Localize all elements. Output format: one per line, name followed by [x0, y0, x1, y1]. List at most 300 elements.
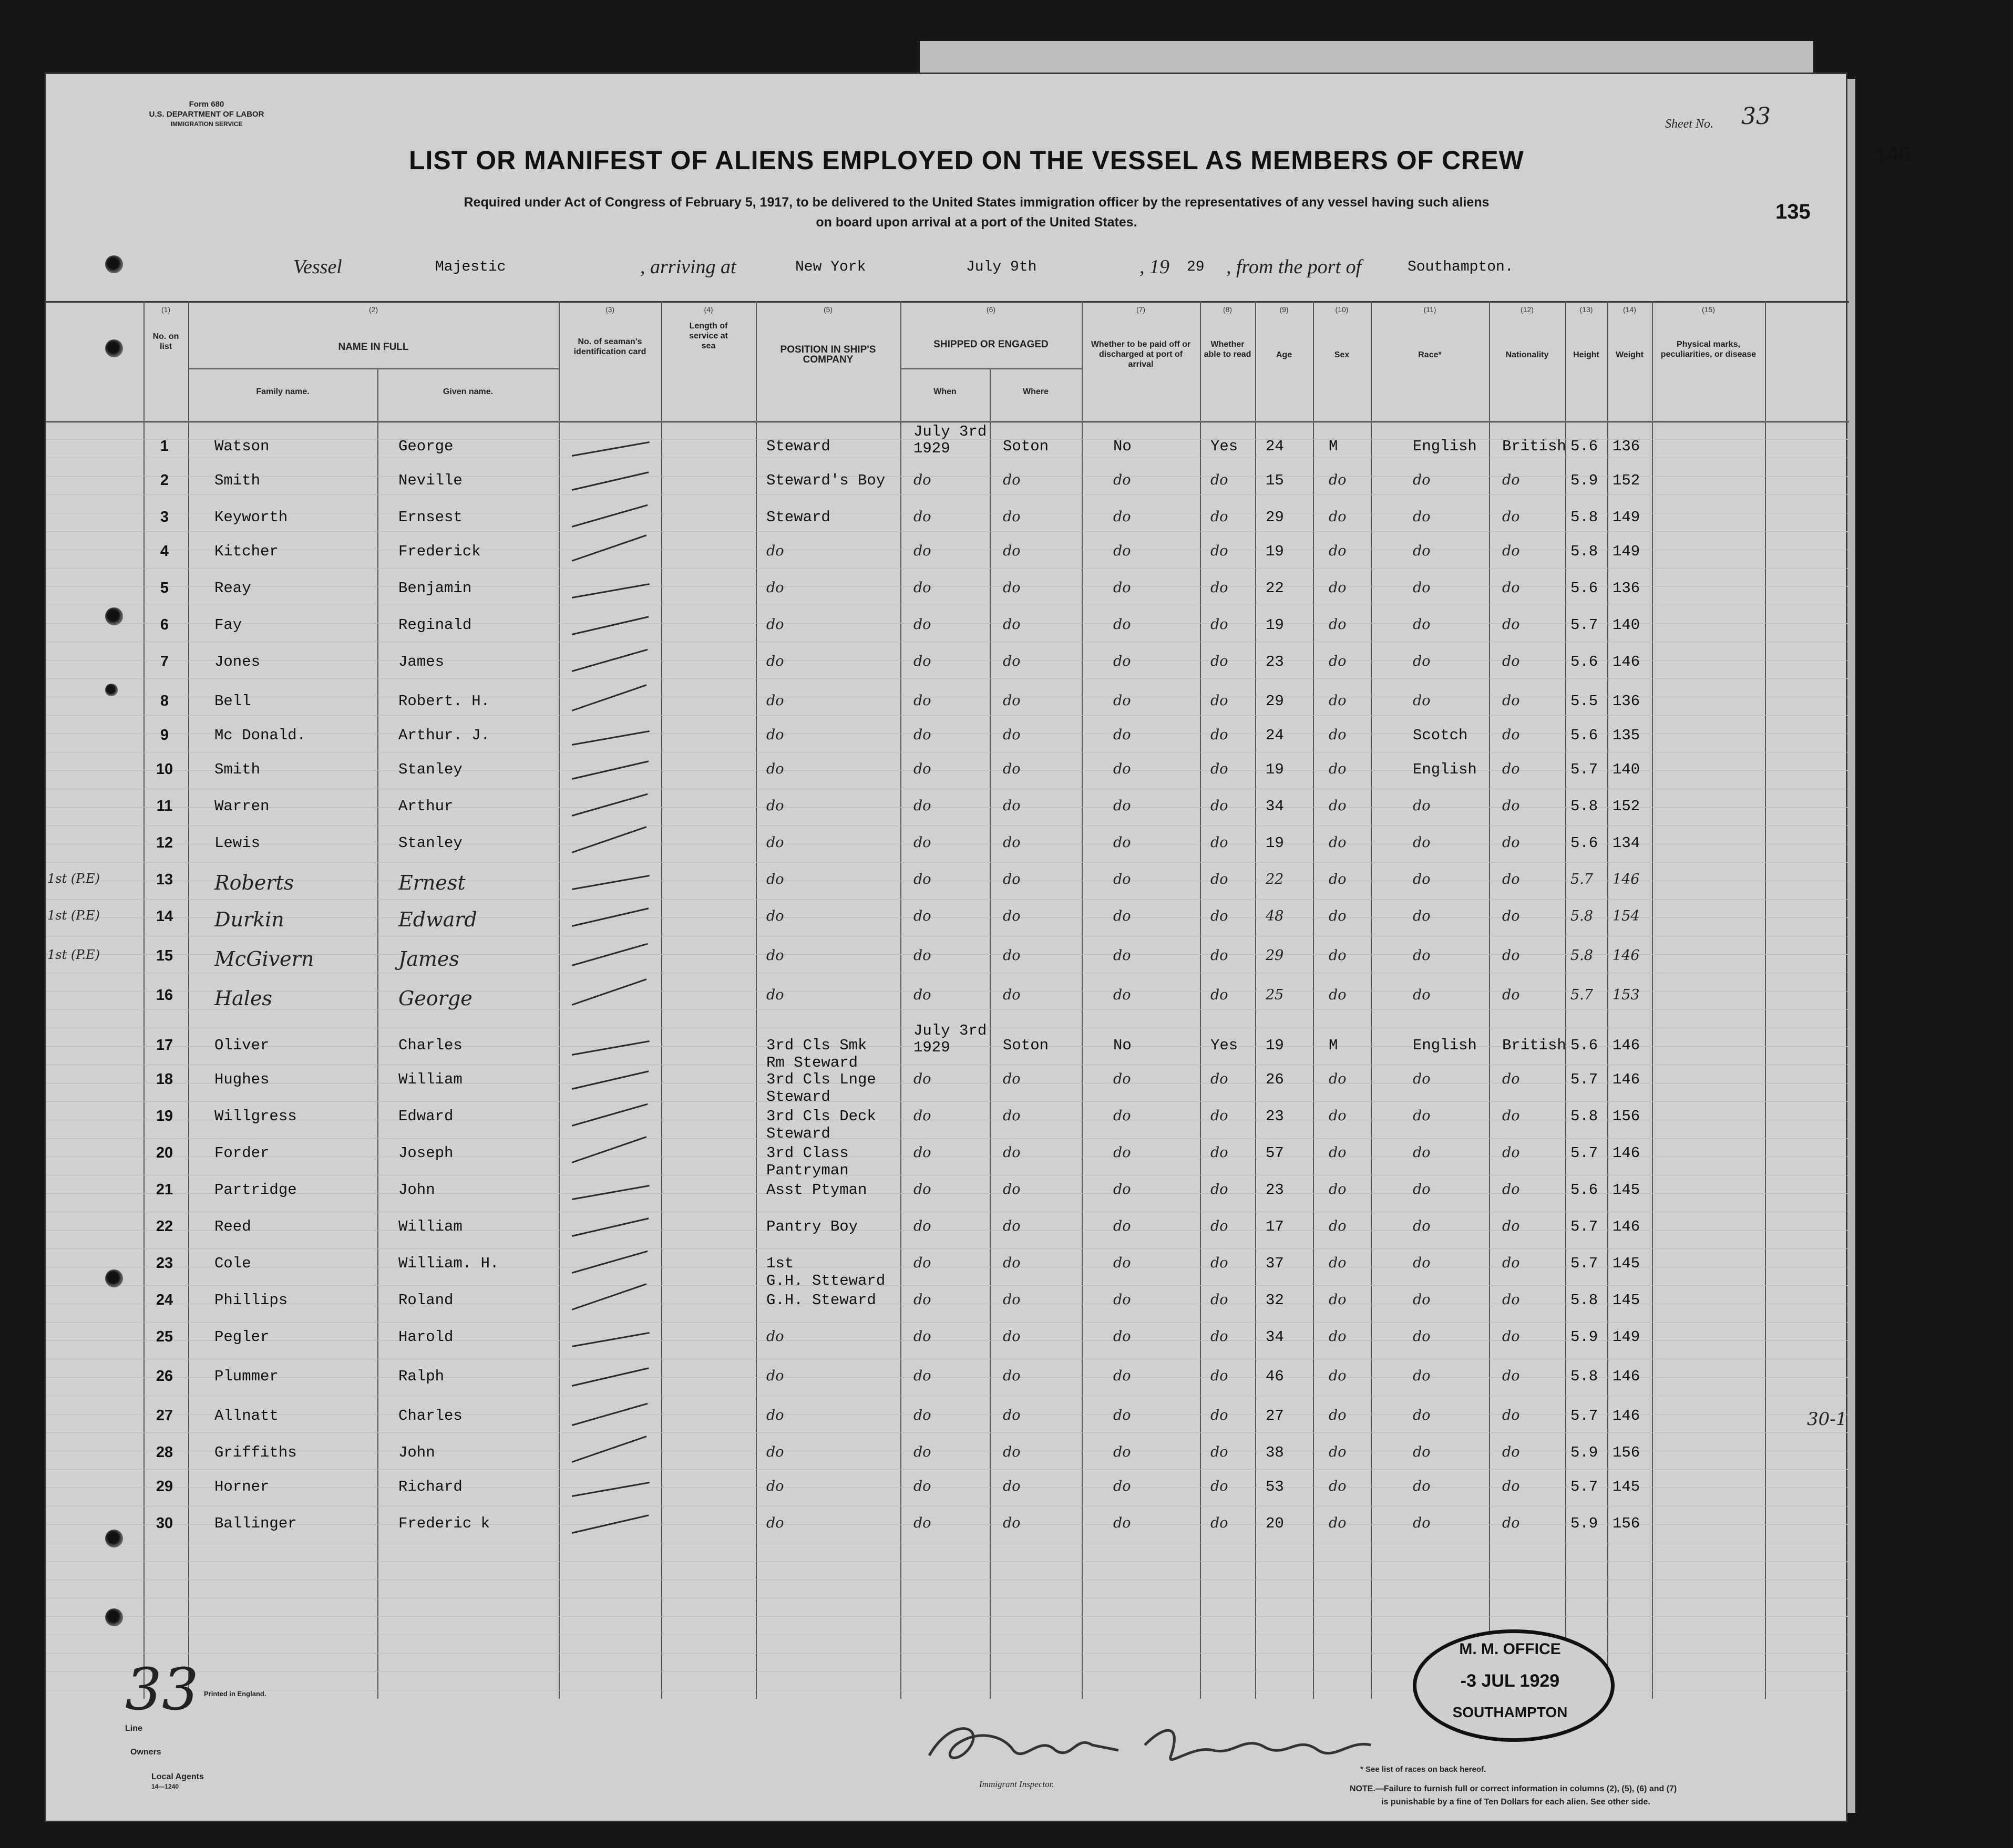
- row-20-family: Forder: [214, 1144, 270, 1162]
- row-17-family: Oliver: [214, 1037, 270, 1054]
- col-header-sex: Sex: [1334, 350, 1350, 359]
- row-24-position: G.H. Steward: [766, 1292, 876, 1309]
- row-26-given: Ralph: [398, 1368, 445, 1385]
- row-3-position: Steward: [766, 509, 830, 526]
- row-11-n: 11: [156, 798, 173, 814]
- row-17-height: 5.6: [1570, 1037, 1598, 1054]
- row-1-position: Steward: [766, 438, 830, 455]
- row-11-height: 5.8: [1570, 798, 1598, 815]
- row-15-read: do: [1210, 947, 1228, 964]
- arriving-port: New York: [795, 259, 866, 275]
- row-10-family: Smith: [214, 761, 261, 778]
- ruled-line: [46, 1101, 1849, 1102]
- ruled-line: [46, 1616, 1849, 1617]
- row-17-when2: 1929: [913, 1039, 950, 1056]
- row-12-paid: do: [1113, 834, 1131, 851]
- col-num: (11): [1423, 305, 1436, 314]
- row-25-n: 25: [156, 1328, 173, 1345]
- row-10-where: do: [1003, 761, 1021, 777]
- right-margin-note: 30-1: [1807, 1409, 1847, 1430]
- row-16-position: do: [766, 987, 784, 1003]
- id-checkmark: [572, 583, 650, 598]
- row-19-n: 19: [156, 1108, 173, 1124]
- punch-hole: [105, 684, 118, 696]
- row-23-race: do: [1413, 1255, 1431, 1271]
- row-27-weight: 146: [1613, 1407, 1640, 1424]
- row-17-age: 19: [1266, 1037, 1284, 1054]
- year-prefix: , 19: [1139, 256, 1169, 278]
- id-checkmark: [572, 978, 647, 1006]
- row-20-weight: 146: [1613, 1144, 1640, 1162]
- row-7-position: do: [766, 653, 784, 669]
- row-22-n: 22: [156, 1218, 173, 1235]
- col-line: [900, 301, 901, 1699]
- handwritten-sheet-number: 33: [125, 1656, 199, 1723]
- row-10-sex: do: [1329, 761, 1347, 777]
- id-checkmark: [572, 793, 648, 817]
- row-21-position: Asst Ptyman: [766, 1181, 867, 1199]
- row-9-position: do: [766, 727, 784, 743]
- row-23-given: William. H.: [398, 1255, 499, 1272]
- row-25-given: Harold: [398, 1328, 454, 1346]
- row-19-when: do: [913, 1108, 931, 1124]
- row-9-given: Arthur. J.: [398, 727, 490, 744]
- col-header-age: Age: [1276, 350, 1292, 359]
- row-9-read: do: [1210, 727, 1228, 743]
- row-22-when: do: [913, 1218, 931, 1234]
- row-30-read: do: [1210, 1515, 1228, 1531]
- row-11-race: do: [1413, 798, 1431, 814]
- row-25-read: do: [1210, 1328, 1228, 1345]
- row-25-where: do: [1003, 1328, 1021, 1345]
- sheet-label: Sheet No.: [1665, 117, 1713, 131]
- row-24-paid: do: [1113, 1292, 1131, 1308]
- row-15-given: James: [398, 947, 459, 971]
- row-7-weight: 146: [1613, 653, 1640, 670]
- row-15-position: do: [766, 947, 784, 964]
- row-10-weight: 140: [1613, 761, 1640, 778]
- row-21-race: do: [1413, 1181, 1431, 1197]
- id-checkmark: [572, 875, 650, 890]
- col-line: [559, 301, 560, 1699]
- col-line: [1565, 301, 1566, 1699]
- id-checkmark: [572, 1482, 650, 1497]
- row-8-weight: 136: [1613, 693, 1640, 710]
- row-14-paid: do: [1113, 908, 1131, 924]
- col-line: [1313, 301, 1314, 1699]
- row-19-given: Edward: [398, 1108, 454, 1125]
- row-7-height: 5.6: [1570, 653, 1598, 670]
- row-25-family: Pegler: [214, 1328, 270, 1346]
- col-line: [756, 301, 757, 1699]
- col-num: (2): [368, 305, 378, 314]
- ruled-line: [46, 494, 1849, 495]
- row-14-family: Durkin: [214, 908, 284, 931]
- row-9-race: Scotch: [1413, 727, 1468, 744]
- row-4-family: Kitcher: [214, 543, 279, 560]
- punch-hole: [105, 1269, 123, 1287]
- row-15-where: do: [1003, 947, 1021, 964]
- row-18-where: do: [1003, 1071, 1021, 1087]
- row-16-when: do: [913, 987, 931, 1003]
- row-9-weight: 135: [1613, 727, 1640, 744]
- row-25-when: do: [913, 1328, 931, 1345]
- row-18-when: do: [913, 1071, 931, 1087]
- row-22-position: Pantry Boy: [766, 1218, 858, 1235]
- row-18-given: William: [398, 1071, 463, 1088]
- row-4-weight: 149: [1613, 543, 1640, 560]
- row-15-age: 29: [1266, 947, 1284, 964]
- ruled-line: [46, 678, 1849, 679]
- row-1-paid: No: [1113, 438, 1132, 455]
- row-26-read: do: [1210, 1368, 1228, 1384]
- row-27-age: 27: [1266, 1407, 1284, 1424]
- row-22-family: Reed: [214, 1218, 251, 1235]
- col-line: [1652, 301, 1653, 1699]
- row-19-height: 5.8: [1570, 1108, 1598, 1125]
- row-13-nat: do: [1502, 871, 1520, 887]
- row-3-nat: do: [1502, 509, 1520, 525]
- row-5-height: 5.6: [1570, 580, 1598, 597]
- row-23-nat: do: [1502, 1255, 1520, 1271]
- col-num: (4): [704, 305, 713, 314]
- row-10-paid: do: [1113, 761, 1131, 777]
- row-27-paid: do: [1113, 1407, 1131, 1423]
- row-27-race: do: [1413, 1407, 1431, 1423]
- row-5-paid: do: [1113, 580, 1131, 596]
- row-6-read: do: [1210, 616, 1228, 633]
- col-header-shipped: SHIPPED OR ENGAGED: [933, 339, 1049, 350]
- row-24-nat: do: [1502, 1292, 1520, 1308]
- row-18-weight: 146: [1613, 1071, 1640, 1088]
- row-21-height: 5.6: [1570, 1181, 1598, 1199]
- punch-hole: [105, 1608, 123, 1626]
- row-28-read: do: [1210, 1444, 1228, 1460]
- row-6-family: Fay: [214, 616, 242, 634]
- row-22-age: 17: [1266, 1218, 1284, 1235]
- row-24-sex: do: [1329, 1292, 1347, 1308]
- row-18-sex: do: [1329, 1071, 1347, 1087]
- col-header-paid: Whether to be paid off or discharged at port of arrival: [1091, 340, 1191, 369]
- row-22-where: do: [1003, 1218, 1021, 1234]
- row-26-nat: do: [1502, 1368, 1520, 1384]
- row-13-race: do: [1413, 871, 1431, 887]
- col-header-nationality: Nationality: [1505, 350, 1549, 359]
- col-num: (14): [1623, 305, 1636, 314]
- row-19-paid: do: [1113, 1108, 1131, 1124]
- row-30-age: 20: [1266, 1515, 1284, 1532]
- row-18-nat: do: [1502, 1071, 1520, 1087]
- row-11-weight: 152: [1613, 798, 1640, 815]
- row-26-sex: do: [1329, 1368, 1347, 1384]
- row-4-read: do: [1210, 543, 1228, 559]
- row-14-read: do: [1210, 908, 1228, 924]
- row-4-race: do: [1413, 543, 1431, 559]
- row-26-family: Plummer: [214, 1368, 279, 1385]
- row-2-read: do: [1210, 472, 1228, 488]
- row-22-height: 5.7: [1570, 1218, 1598, 1235]
- row-27-when: do: [913, 1407, 931, 1423]
- col-line: [1765, 301, 1766, 1699]
- row-5-given: Benjamin: [398, 580, 472, 597]
- row-3-paid: do: [1113, 509, 1131, 525]
- row-12-family: Lewis: [214, 834, 261, 852]
- row-17-sex: M: [1329, 1037, 1338, 1054]
- row-10-n: 10: [156, 761, 173, 778]
- row-14-given: Edward: [398, 908, 477, 931]
- row-9-height: 5.6: [1570, 727, 1598, 744]
- from-port-label: , from the port of: [1226, 256, 1362, 278]
- row-21-paid: do: [1113, 1181, 1131, 1197]
- row-3-weight: 149: [1613, 509, 1640, 526]
- owners-label: Owners: [130, 1748, 161, 1757]
- row-9-where: do: [1003, 727, 1021, 743]
- row-8-read: do: [1210, 693, 1228, 709]
- row-21-nat: do: [1502, 1181, 1520, 1197]
- row-13-family: Roberts: [214, 871, 294, 894]
- row-8-when: do: [913, 693, 931, 709]
- row-23-weight: 145: [1613, 1255, 1640, 1272]
- row-20-nat: do: [1502, 1144, 1520, 1161]
- row-27-sex: do: [1329, 1407, 1347, 1423]
- row-24-weight: 145: [1613, 1292, 1640, 1309]
- row-25-sex: do: [1329, 1328, 1347, 1345]
- row-29-height: 5.7: [1570, 1478, 1598, 1495]
- row-4-position: do: [766, 543, 784, 559]
- row-13-paid: do: [1113, 871, 1131, 887]
- line-label: Line: [125, 1724, 142, 1733]
- row-13-position: do: [766, 871, 784, 887]
- row-23-position: 1st: [766, 1255, 794, 1272]
- row-26-where: do: [1003, 1368, 1021, 1384]
- row-30-family: Ballinger: [214, 1515, 297, 1532]
- row-15-nat: do: [1502, 947, 1520, 964]
- row-16-sex: do: [1329, 987, 1347, 1003]
- id-checkmark: [572, 1040, 650, 1056]
- col-header-no: No. on list: [152, 332, 179, 351]
- row-7-nat: do: [1502, 653, 1520, 669]
- id-checkmark: [572, 1070, 649, 1090]
- row-5-position: do: [766, 580, 784, 596]
- vessel-label: Vessel: [293, 256, 342, 278]
- row-2-given: Neville: [398, 472, 463, 489]
- row-30-where: do: [1003, 1515, 1021, 1531]
- row-18-age: 26: [1266, 1071, 1284, 1088]
- col-header-when: When: [933, 387, 957, 396]
- row-14-n: 14: [156, 908, 173, 925]
- table-top-rule: [46, 301, 1849, 303]
- row-17-paid: No: [1113, 1037, 1132, 1054]
- row-28-position: do: [766, 1444, 784, 1460]
- row-7-where: do: [1003, 653, 1021, 669]
- from-port: Southampton.: [1408, 259, 1514, 275]
- row-29-weight: 145: [1613, 1478, 1640, 1495]
- row-14-where: do: [1003, 908, 1021, 924]
- row-28-paid: do: [1113, 1444, 1131, 1460]
- row-7-age: 23: [1266, 653, 1284, 670]
- row-2-where: do: [1003, 472, 1021, 488]
- row-12-n: 12: [156, 834, 173, 851]
- col-header-marks: Physical marks, peculiarities, or disease: [1660, 340, 1757, 359]
- row-27-n: 27: [156, 1407, 173, 1424]
- row-23-paid: do: [1113, 1255, 1131, 1271]
- row-19-read: do: [1210, 1108, 1228, 1124]
- row-8-height: 5.5: [1570, 693, 1598, 710]
- row-13-weight: 146: [1613, 871, 1640, 887]
- row-15-race: do: [1413, 947, 1431, 964]
- row-11-family: Warren: [214, 798, 270, 815]
- row-9-paid: do: [1113, 727, 1131, 743]
- row-3-when: do: [913, 509, 931, 525]
- arrival-date: July 9th: [966, 259, 1037, 275]
- row-15-paid: do: [1113, 947, 1131, 964]
- row-24-given: Roland: [398, 1292, 454, 1309]
- row-14-position: do: [766, 908, 784, 924]
- row-27-given: Charles: [398, 1407, 463, 1424]
- row-28-sex: do: [1329, 1444, 1347, 1460]
- corner-number-135: 135: [1775, 200, 1811, 223]
- row-4-given: Frederick: [398, 543, 481, 560]
- row-2-n: 2: [160, 472, 169, 489]
- row-17-n: 17: [156, 1037, 173, 1054]
- row-20-read: do: [1210, 1144, 1228, 1161]
- inspector-label: Immigrant Inspector.: [979, 1779, 1054, 1789]
- row-6-nat: do: [1502, 616, 1520, 633]
- row-7-when: do: [913, 653, 931, 669]
- row-10-when: do: [913, 761, 931, 777]
- row-2-family: Smith: [214, 472, 261, 489]
- arrival-year: 29: [1187, 259, 1205, 275]
- row-29-read: do: [1210, 1478, 1228, 1494]
- row-6-position: do: [766, 616, 784, 633]
- col-num: (6): [986, 305, 996, 314]
- row-26-position: do: [766, 1368, 784, 1384]
- row-29-nat: do: [1502, 1478, 1520, 1494]
- row-28-race: do: [1413, 1444, 1431, 1460]
- col-header-family: Family name.: [256, 387, 310, 396]
- row-6-weight: 140: [1613, 616, 1640, 634]
- col-num: (1): [161, 305, 171, 314]
- row-28-n: 28: [156, 1444, 173, 1461]
- page-title: LIST OR MANIFEST OF ALIENS EMPLOYED ON THE VESSEL AS MEMBERS OF CREW: [409, 146, 1524, 175]
- row-15-weight: 146: [1613, 947, 1640, 964]
- row-5-n: 5: [160, 580, 169, 596]
- row-5-race: do: [1413, 580, 1431, 596]
- row-5-family: Reay: [214, 580, 251, 597]
- row-28-age: 38: [1266, 1444, 1284, 1461]
- row-9-age: 24: [1266, 727, 1284, 744]
- row-20-n: 20: [156, 1144, 173, 1161]
- row-20-height: 5.7: [1570, 1144, 1598, 1162]
- row-20-when: do: [913, 1144, 931, 1161]
- row-20-position2: Pantryman: [766, 1162, 849, 1179]
- col-num: (12): [1521, 305, 1534, 314]
- row-3-n: 3: [160, 509, 169, 525]
- row-21-given: John: [398, 1181, 435, 1199]
- row-22-read: do: [1210, 1218, 1228, 1234]
- row-29-race: do: [1413, 1478, 1431, 1494]
- row-9-sex: do: [1329, 727, 1347, 743]
- row-3-family: Keyworth: [214, 509, 288, 526]
- col-num: (8): [1223, 305, 1233, 314]
- row-10-height: 5.7: [1570, 761, 1598, 778]
- row-13-n: 13: [156, 871, 173, 888]
- row-29-age: 53: [1266, 1478, 1284, 1495]
- row-6-when: do: [913, 616, 931, 633]
- row-20-given: Joseph: [398, 1144, 454, 1162]
- row-29-family: Horner: [214, 1478, 270, 1495]
- office-stamp: [1413, 1629, 1615, 1742]
- row-4-when: do: [913, 543, 931, 559]
- ruled-line: [46, 1322, 1849, 1323]
- row-12-nat: do: [1502, 834, 1520, 851]
- row-10-age: 19: [1266, 761, 1284, 778]
- row-6-race: do: [1413, 616, 1431, 633]
- row-10-position: do: [766, 761, 784, 777]
- row-30-n: 30: [156, 1515, 173, 1532]
- col-line: [1371, 301, 1372, 1699]
- row-11-given: Arthur: [398, 798, 454, 815]
- row-4-nat: do: [1502, 543, 1520, 559]
- row-29-when: do: [913, 1478, 931, 1494]
- row-16-family: Hales: [214, 987, 272, 1010]
- row-1-n: 1: [160, 438, 169, 455]
- row-15-margin-note: 1st (P.E): [47, 947, 100, 962]
- id-checkmark: [572, 616, 649, 635]
- row-14-when: do: [913, 908, 931, 924]
- row-26-paid: do: [1113, 1368, 1131, 1384]
- row-23-read: do: [1210, 1255, 1228, 1271]
- row-19-sex: do: [1329, 1108, 1347, 1124]
- row-13-margin-note: 1st (P.E): [47, 871, 100, 886]
- row-28-where: do: [1003, 1444, 1021, 1460]
- row-21-when: do: [913, 1181, 931, 1197]
- row-12-age: 19: [1266, 834, 1284, 852]
- row-13-height: 5.7: [1570, 871, 1593, 887]
- row-14-nat: do: [1502, 908, 1520, 924]
- row-6-n: 6: [160, 616, 169, 633]
- row-6-paid: do: [1113, 616, 1131, 633]
- manifest-sheet: [45, 73, 1911, 1822]
- row-23-position2: G.H. Stteward: [766, 1272, 886, 1289]
- row-11-when: do: [913, 798, 931, 814]
- row-1-given: George: [398, 438, 454, 455]
- row-22-paid: do: [1113, 1218, 1131, 1234]
- row-12-given: Stanley: [398, 834, 463, 852]
- punch-hole: [105, 339, 123, 357]
- row-8-family: Bell: [214, 693, 251, 710]
- row-4-sex: do: [1329, 543, 1347, 559]
- row-2-sex: do: [1329, 472, 1347, 488]
- row-1-family: Watson: [214, 438, 270, 455]
- row-26-weight: 146: [1613, 1368, 1640, 1385]
- row-1-sex: M: [1329, 438, 1338, 455]
- col-num: (15): [1702, 305, 1715, 314]
- row-25-age: 34: [1266, 1328, 1284, 1346]
- printed-in-england: Printed in England.: [204, 1690, 266, 1698]
- row-7-race: do: [1413, 653, 1431, 669]
- row-17-position: 3rd Cls Smk: [766, 1037, 867, 1054]
- row-23-height: 5.7: [1570, 1255, 1598, 1272]
- inspector-signature: [919, 1713, 1392, 1777]
- row-30-race: do: [1413, 1515, 1431, 1531]
- col-num: (3): [605, 305, 615, 314]
- row-9-when: do: [913, 727, 931, 743]
- row-13-age: 22: [1266, 871, 1284, 887]
- row-16-age: 25: [1266, 987, 1284, 1003]
- col-line: [1489, 301, 1490, 1699]
- id-checkmark: [572, 1136, 647, 1163]
